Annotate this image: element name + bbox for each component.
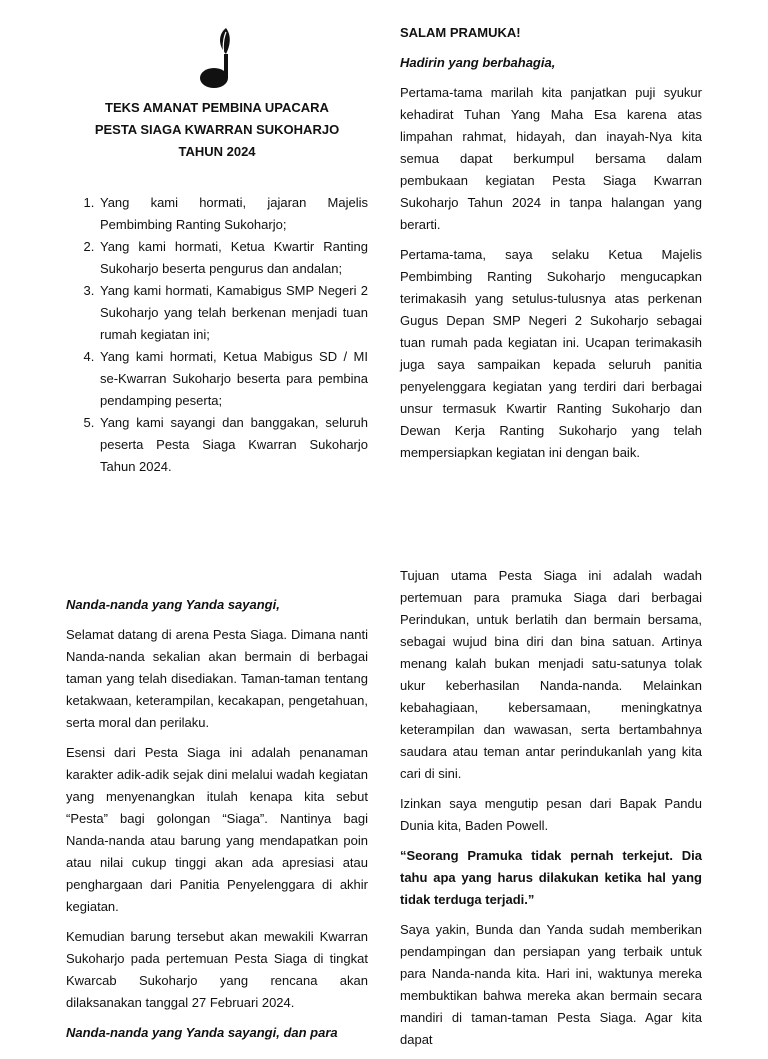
address-hadirin: Hadirin yang berbahagia, — [400, 55, 556, 70]
paragraph: Izinkan saya mengutip pesan dari Bapak Pandu Dunia kita, Baden Powell. — [400, 796, 702, 833]
salutation-item: 4. Yang kami hormati, Ketua Mabigus SD / MI se-Kwarran Sukoharjo beserta para pembina pendamping peserta; — [98, 346, 368, 412]
paragraph: Kemudian barung tersebut akan mewakili Kwarran Sukoharjo pada pertemuan Pesta Siaga di tingkat Kwarcab Sukoharjo yang rencana akan dilaksanakan tanggal 27 Februari 2024. — [66, 929, 368, 1010]
salutation-item: 1. Yang kami hormati, jajaran Majelis Pembimbing Ranting Sukoharjo; — [98, 192, 368, 236]
baden-powell-quote: “Seorang Pramuka tidak pernah terkejut. Dia tahu apa yang harus dilakukan ketika hal yang tidak terduga terjadi.” — [400, 848, 702, 907]
salutation-item: 5. Yang kami sayangi dan banggakan, seluruh peserta Pesta Siaga Kwarran Sukoharjo Tahun 2024. — [98, 412, 368, 478]
pramuka-logo — [196, 24, 240, 90]
salutation-item: 3. Yang kami hormati, Kamabigus SMP Negeri 2 Sukoharjo yang telah berkenan menjadi tuan rumah kegiatan ini; — [98, 280, 368, 346]
bottom-left-column — [66, 594, 368, 1052]
title-line-3: TAHUN 2024 — [178, 144, 256, 159]
bottom-right-column — [400, 565, 702, 1059]
salutation-list — [66, 192, 368, 478]
title-line-2: PESTA SIAGA KWARRAN SUKOHARJO — [94, 122, 340, 137]
paragraph: Pertama-tama marilah kita panjatkan puji syukur kehadirat Tuhan Yang Maha Esa karena atas limpahan rahmat, hidayah, dan inayah-Nya kita semua dapat berkumpul bersama dalam pembukaan kegiatan Pesta Siaga Kwarran Sukoharjo Tahun 2024 in tanpa halangan yang berarti. — [400, 85, 702, 232]
address-nanda: Nanda-nanda yang Yanda sayangi, — [66, 597, 280, 612]
address-nanda-2: Nanda-nanda yang Yanda sayangi, dan para — [66, 1025, 338, 1040]
paragraph: Pertama-tama, saya selaku Ketua Majelis Pembimbing Ranting Sukoharjo mengucapkan terimakasih yang setulus-tulusnya atas perkenan Gugus Depan SMP Negeri 2 Sukoharjo sebagai tuan rumah pada kegiatan ini. Ucapan terimakasih juga saya sampaikan kepada seluruh panitia penyelenggara kegiatan yang terdiri dari berbagai unsur termasuk Kwartir Ranting Sukoharjo dan Dewan Kerja Ranting Sukoharjo yang telah mempersiapkan kegiatan ini dengan baik. — [400, 247, 702, 460]
paragraph: Selamat datang di arena Pesta Siaga. Dimana nanti Nanda-nanda sekalian akan bermain di berbagai taman yang telah disediakan. Taman-taman tentang ketakwaan, keterampilan, kecakapan, pengetahuan, serta moral dan perilaku. — [66, 627, 368, 730]
document-title — [66, 97, 368, 163]
top-right-column — [400, 22, 702, 472]
paragraph: Esensi dari Pesta Siaga ini adalah penanaman karakter adik-adik sejak dini melalui wadah kegiatan yang menyenangkan itulah kenapa kita sebut “Pesta” bagi golongan “Siaga”. Nantinya bagi Nanda-nanda atau barung yang mendapatkan poin atau nilai cukup tinggi akan ada apresiasi atau penghargaan dari Panitia Penyelenggara di akhir kegiatan. — [66, 745, 368, 914]
paragraph: Saya yakin, Bunda dan Yanda sudah memberikan pendampingan dan persiapan yang terbaik untuk para Nanda-nanda kita. Hari ini, waktunya mereka membuktikan bahwa mereka akan bermain secara mandiri di taman-taman Pesta Siaga. Agar kita dapat — [400, 922, 702, 1047]
title-line-1: TEKS AMANAT PEMBINA UPACARA — [105, 100, 329, 115]
paragraph: Tujuan utama Pesta Siaga ini adalah wadah pertemuan para pramuka Siaga dari berbagai Perindukan, untuk berlatih dan bermain bersama, sebagai wujud bina diri dan bina satuan. Artinya menang kalah bukan menjadi satu-satunya tolak ukur keberhasilan Nanda-nanda. Melainkan kebahagiaan, kebersamaan, meningkatnya keterampilan dan wawasan, serta bertambahnya saudara atau teman antar perindukanlah yang kita cari di sini. — [400, 568, 702, 781]
greeting: SALAM PRAMUKA! — [400, 25, 521, 40]
salutation-item: 2. Yang kami hormati, Ketua Kwartir Ranting Sukoharjo beserta pengurus dan andalan; — [98, 236, 368, 280]
